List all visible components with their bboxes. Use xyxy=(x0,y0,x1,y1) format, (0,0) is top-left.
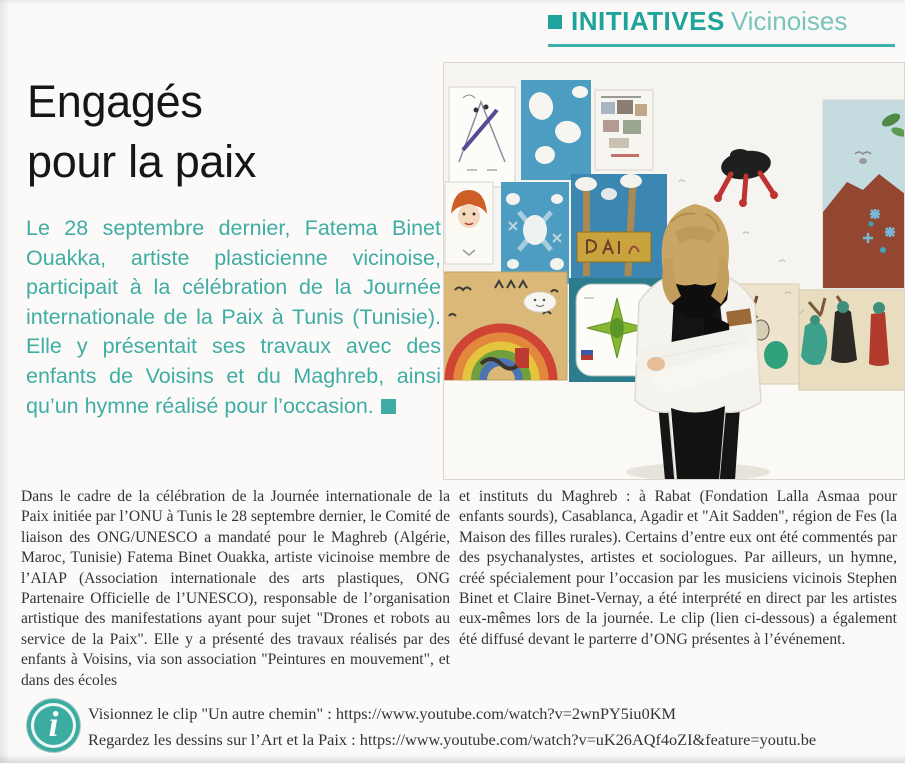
footer-link-1-label: Visionnez le clip "Un autre chemin" : xyxy=(88,704,332,723)
child-drawing-sketch-sheet xyxy=(449,87,515,187)
footer-links xyxy=(88,701,816,752)
article-body xyxy=(21,487,897,691)
article-title-line1: Engagés xyxy=(27,76,203,127)
child-drawing-robed-figures xyxy=(799,290,905,390)
article-title xyxy=(27,72,256,192)
square-bullet-icon xyxy=(548,15,562,29)
article-title-line2: pour la paix xyxy=(27,136,257,187)
section-header xyxy=(548,6,898,37)
child-collage-blue-panel-2 xyxy=(501,182,569,284)
child-drawing-mountain xyxy=(823,100,905,288)
footer-link-line-2 xyxy=(88,727,816,753)
article-photo xyxy=(443,62,905,480)
end-of-intro-square-icon xyxy=(381,399,396,414)
child-craft-wood-construction xyxy=(571,174,667,282)
child-drawing-rainbow xyxy=(443,272,567,380)
body-column-left: Dans le cadre de la célébration de la Journée internationale de la Paix initiée par l’ONU à Tunis le 28 septembre dernier, le Comité de liaison des ONG/UNESCO a mandaté pour le Maghreb (Algérie, Maroc, Tunisie) Fatema Binet Ouakka, artiste vicinoise membre de l’AIAP (Association internationale des arts plastiques, ONG Partenaire Officielle de l’UNESCO), responsable de l’organisation artistique des manifestations ayant pour sujet "Drones et robots au service de la Paix". Elle y a présenté des travaux réalisés par des enfants à Voisins, via son association "Peintures en mouvement", et dans des écoles xyxy=(21,488,450,689)
body-column-right: et instituts du Maghreb : à Rabat (Fondation Lalla Asmaa pour enfants sourds), Casablanca, Agadir et "Ait Sadden", région de Fes (la Maison des filles rurales). Certains d’entre eux ont été commentés par des psychanalystes, artistes et sociologues. Par ailleurs, un hymne, créé spécialement pour l’occasion par les musiciens vicinois Stephen Binet et Claire Binet-Vernay, a été interprété en direct par les artistes eux-mêmes lors de la journée. Le clip (lien ci-dessous) a également été diffusé devant le parterre d’ONG présentes à l’événement. xyxy=(459,488,897,648)
child-drawing-face xyxy=(445,182,493,264)
info-icon xyxy=(27,699,80,752)
header-rule xyxy=(548,44,895,47)
scan-shadow-bottom xyxy=(0,754,905,763)
info-icon-glyph: i xyxy=(48,703,59,744)
section-title: INITIATIVES xyxy=(571,6,725,36)
article-intro-text: Le 28 septembre dernier, Fatema Binet Ouakka, artiste plasticienne vicinoise, participait à la célébration de la Journée internationale de la Paix à Tunis (Tunisie). Elle y présentait ses travaux avec des enfants de Voisins et du Maghreb, ainsi qu’un hymne réalisé pour l’occasion. xyxy=(26,216,441,418)
scan-shadow-top xyxy=(0,0,905,5)
article-photo-illustration xyxy=(443,62,905,480)
scan-shadow-left xyxy=(0,0,10,763)
photo-collage-sheet xyxy=(595,90,653,170)
article-intro xyxy=(26,214,441,421)
child-collage-blue-panel-1 xyxy=(521,80,591,180)
footer-link-2-label: Regardez les dessins sur l’Art et la Paix : xyxy=(88,729,356,749)
footer-link-2-url[interactable]: https://www.youtube.com/watch?v=uK26AQf4oZI&feature=youtu.be xyxy=(359,729,817,749)
section-subtitle: Vicinoises xyxy=(730,6,848,36)
footer-link-1-url[interactable]: https://www.youtube.com/watch?v=2wnPY5iu0KM xyxy=(335,704,676,723)
footer-link-line-1 xyxy=(88,701,816,727)
